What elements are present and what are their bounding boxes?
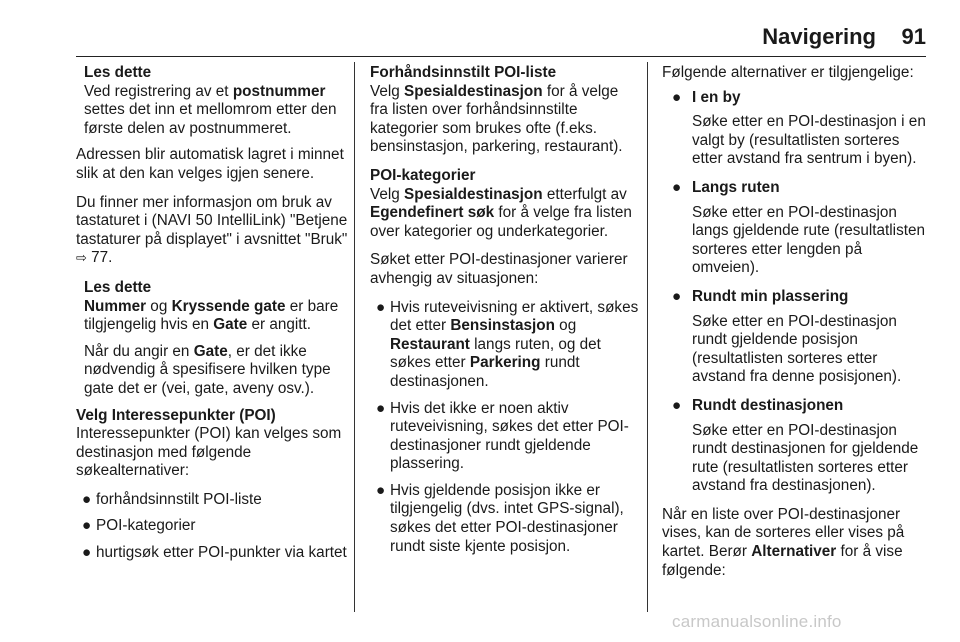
bullet-icon: ● (82, 517, 92, 535)
option-text: Søke etter en POI-destinasjon rundt gjeldende posisjon (resultatlisten sorteres etter avstand fra denne posisjonen). (692, 312, 902, 386)
poi-search-list (76, 491, 348, 563)
option-text: Søke etter en POI-destinasjon rundt destinasjonen for gjeldende rute (resultatlisten sorteres etter avstand fra destinasjonen). (692, 421, 919, 495)
option-text: Søke etter en POI-destinasjon i en valgt by (resultatlisten sorteres etter avstand fra sentrum i byen). (692, 113, 926, 168)
list-item: ● forhåndsinnstilt POI-liste (82, 490, 262, 508)
page-ref-arrow-icon: ⇨ (76, 251, 87, 267)
column-divider-2 (647, 62, 648, 612)
note-title: Les dette (84, 64, 152, 81)
list-item: ● Hvis gjeldende posisjon ikke er tilgjengelig (dvs. intet GPS-signal), søkes det etter POI-destinasjoner rundt siste kjente posisjon. (376, 481, 624, 555)
page-title: Navigering (762, 24, 876, 49)
bullet-icon: ● (672, 178, 682, 196)
paragraph-search-varies: Søket etter POI-destinasjoner varierer avhengig av situasjonen: (370, 251, 628, 287)
note-text: Nummer og Kryssende gate er bare tilgjengelig hvis en Gate er angitt. (84, 297, 339, 334)
bullet-icon: ● (672, 287, 682, 305)
column-2 (370, 64, 640, 566)
section-heading: Velg Interessepunkter (POI) (76, 406, 276, 424)
note-title: Les dette (84, 278, 152, 296)
option-title: Rundt destinasjonen (692, 396, 844, 414)
list-item: ● hurtigsøk etter POI-punkter via kartet (82, 544, 347, 562)
paragraph-options-intro: Følgende alternativer er tilgjengelige: (662, 64, 914, 81)
bullet-icon: ● (376, 481, 386, 499)
column-divider-1 (354, 62, 355, 612)
option-text: Søke etter en POI-destinasjon langs gjeldende rute (resultatlisten sorteres etter lengden på omveien). (692, 203, 925, 277)
note-street (76, 279, 348, 399)
option-title: Langs ruten (692, 178, 780, 196)
bullet-icon: ● (672, 88, 682, 106)
bullet-icon: ● (82, 490, 92, 508)
section-preset-poi: Forhåndsinnstilt POI-liste Velg Spesialdestinasjon for å velge fra listen over forhåndsinnstilte kategorier som brukes ofte (f.eks. bensinstasjon, parkering, restaurant). (370, 64, 640, 157)
option-around-location (662, 288, 932, 387)
watermark: carmanualsonline.info (672, 612, 842, 631)
paragraph-options-outro: Når en liste over POI-destinasjoner vises, kan de sorteres eller vises på kartet. Berør Alternativer for å vise følgende: (662, 505, 905, 579)
list-item: ● POI-kategorier (82, 517, 196, 535)
note-postcode (76, 64, 348, 138)
list-item: ● Hvis det ikke er noen aktiv ruteveivisning, søkes det etter POI-destinasjoner rundt gjeldende plassering. (376, 399, 629, 473)
paragraph-address-saved: Adressen blir automatisk lagret i minnet slik at den kan velges igjen senere. (76, 146, 344, 182)
note-text: Ved registrering av et postnummer settes det inn et mellomrom etter den første delen av postnummeret. (84, 82, 337, 137)
section-heading: POI-kategorier (370, 166, 476, 184)
option-around-destination (662, 397, 932, 496)
section-poi: Velg Interessepunkter (POI) Interessepunkter (POI) kan velges som destinasjon med følgende søkealternativer: (76, 407, 348, 481)
column-1 (76, 64, 348, 573)
note-text: Når du angir en Gate, er det ikke nødvendig å spesifisere hvilken type gate det er (vei, gate, aveny osv.). (84, 342, 331, 397)
list-item: ● Hvis ruteveivisning er aktivert, søkes det etter Bensinstasjon og Restaurant langs ruten, og det søkes etter Parkering rundt destinasjonen. (376, 298, 639, 390)
page-number: 91 (901, 24, 926, 49)
paragraph-keyboard-info: Du finner mer informasjon om bruk av tastaturet i (NAVI 50 IntelliLink) "Betjene tastaturer på displayet" i avsnittet "Bruk" ⇨ 77. (76, 193, 348, 267)
header-rule (76, 56, 926, 57)
bullet-icon: ● (82, 544, 92, 562)
option-title: I en by (692, 88, 741, 106)
option-in-city (662, 89, 932, 169)
search-situation-list (370, 299, 640, 557)
bullet-icon: ● (376, 399, 386, 417)
option-title: Rundt min plassering (692, 287, 849, 305)
section-poi-categories: POI-kategorier Velg Spesialdestinasjon etterfulgt av Egendefinert søk for å velge fra listen over kategorier og underkategorier. (370, 167, 640, 241)
bullet-icon: ● (672, 396, 682, 414)
bullet-icon: ● (376, 298, 386, 316)
section-heading: Forhåndsinnstilt POI-liste (370, 64, 557, 81)
page-header (0, 24, 960, 54)
column-3 (662, 64, 932, 590)
option-along-route (662, 179, 932, 278)
